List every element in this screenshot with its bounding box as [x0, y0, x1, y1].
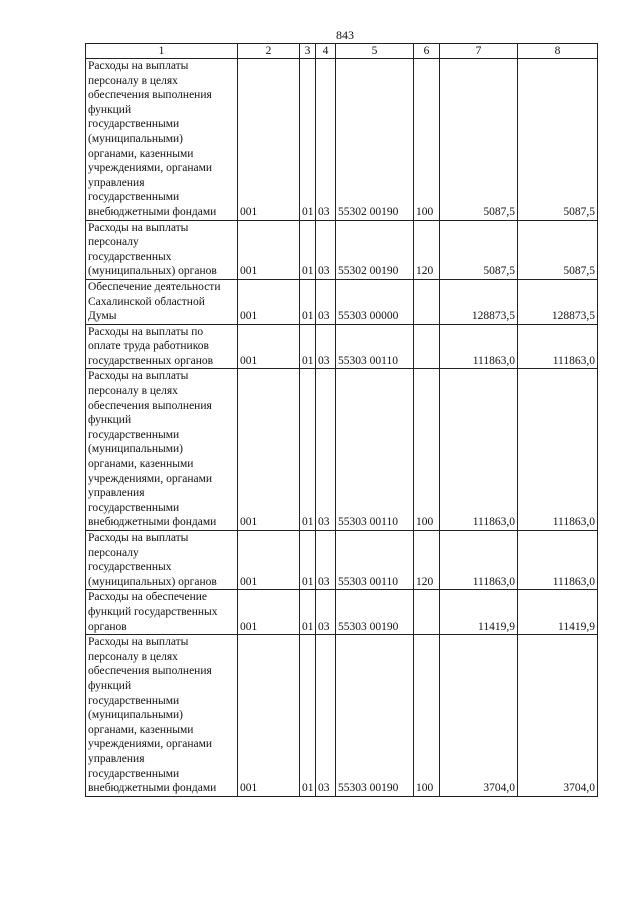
row-name-line: органами, казенными	[88, 147, 194, 160]
cell-c7: 111863,0	[440, 369, 518, 531]
row-name-line: внебюджетными фондами	[88, 782, 217, 795]
row-name-line: государственными	[88, 428, 180, 441]
cell-c5: 55302 00190	[336, 59, 414, 221]
cell-c6: 100	[414, 59, 440, 221]
row-name-line: Расходы на выплаты	[88, 636, 189, 649]
row-name-line: органов	[88, 620, 127, 633]
cell-c5: 55303 00000	[336, 279, 414, 324]
cell-c8: 111863,0	[518, 531, 598, 590]
row-name-line: обеспечения выполнения	[88, 89, 212, 102]
cell-c2: 001	[238, 635, 300, 797]
row-name-line: Расходы на выплаты	[88, 532, 189, 544]
cell-c7: 5087,5	[440, 220, 518, 279]
cell-c5: 55303 00110	[336, 531, 414, 590]
row-name-line: государственными	[88, 191, 180, 204]
row-name-cell	[86, 324, 238, 369]
row-name-line: (муниципальными)	[88, 132, 183, 145]
row-name-line: Расходы на обеспечение	[88, 591, 207, 604]
column-header: 4	[316, 44, 336, 59]
cell-c8: 111863,0	[518, 324, 598, 369]
cell-c2: 001	[238, 531, 300, 590]
column-header: 7	[440, 44, 518, 59]
row-name-cell	[86, 590, 238, 635]
table-header-row	[86, 44, 598, 59]
row-name-line: (муниципальными)	[88, 709, 183, 722]
cell-c5: 55302 00190	[336, 220, 414, 279]
row-name-line: (муниципальных) органов	[88, 265, 217, 278]
row-name-cell	[86, 531, 238, 590]
row-name-line: функций	[88, 103, 132, 116]
cell-c4: 03	[316, 279, 336, 324]
column-header: 5	[336, 44, 414, 59]
row-name-line: Сахалинской областной	[88, 295, 205, 308]
cell-c7: 3704,0	[440, 635, 518, 797]
cell-c8: 3704,0	[518, 635, 598, 797]
row-name-cell	[86, 635, 238, 797]
table-row	[86, 531, 598, 590]
row-name-line: Думы	[88, 310, 117, 323]
table-row	[86, 324, 598, 369]
row-name-line: функций государственных	[88, 605, 218, 618]
row-name-line: функций	[88, 679, 132, 692]
row-name-line: функций	[88, 414, 132, 427]
row-name-line: государственных	[88, 250, 172, 263]
cell-c3: 01	[300, 59, 316, 221]
column-header: 2	[238, 44, 300, 59]
cell-c3: 01	[300, 220, 316, 279]
table-row	[86, 279, 598, 324]
cell-c8: 11419,9	[518, 590, 598, 635]
column-header: 6	[414, 44, 440, 59]
row-name-cell	[86, 279, 238, 324]
row-name-line: персоналу в целях	[88, 385, 178, 398]
row-name-line: государственными	[88, 501, 180, 514]
row-name-line: Обеспечение деятельности	[88, 280, 221, 293]
cell-c6: 100	[414, 369, 440, 531]
cell-c5: 55303 00110	[336, 324, 414, 369]
cell-c8: 5087,5	[518, 220, 598, 279]
row-name-line: управления	[88, 752, 145, 765]
column-header: 3	[300, 44, 316, 59]
cell-c7: 11419,9	[440, 590, 518, 635]
row-name-line: персоналу в целях	[88, 74, 178, 87]
cell-c4: 03	[316, 220, 336, 279]
row-name-line: органами, казенными	[88, 723, 194, 736]
cell-c6	[414, 324, 440, 369]
row-name-line: (муниципальных) органов	[88, 575, 217, 588]
cell-c6	[414, 279, 440, 324]
row-name-line: государственных органов	[88, 354, 214, 367]
cell-c6	[414, 590, 440, 635]
table-row	[86, 369, 598, 531]
cell-c2: 001	[238, 369, 300, 531]
row-name-line: учреждениями, органами	[88, 162, 213, 175]
page-number: 843	[336, 28, 354, 42]
row-name-line: персоналу	[88, 236, 139, 249]
cell-c6: 120	[414, 531, 440, 590]
cell-c7: 111863,0	[440, 324, 518, 369]
row-name-line: Расходы на выплаты	[88, 60, 189, 72]
budget-table	[85, 43, 598, 797]
row-name-line: управления	[88, 176, 145, 189]
row-name-line: управления	[88, 487, 145, 500]
row-name-line: обеспечения выполнения	[88, 399, 212, 412]
row-name-line: внебюджетными фондами	[88, 205, 217, 218]
cell-c4: 03	[316, 59, 336, 221]
row-name-line: (муниципальными)	[88, 443, 183, 456]
cell-c2: 001	[238, 279, 300, 324]
cell-c3: 01	[300, 635, 316, 797]
cell-c4: 03	[316, 324, 336, 369]
row-name-line: учреждениями, органами	[88, 738, 213, 751]
row-name-line: оплате труда работников	[88, 340, 209, 353]
column-header: 1	[86, 44, 238, 59]
cell-c2: 001	[238, 220, 300, 279]
row-name-line: Расходы на выплаты	[88, 370, 189, 383]
row-name-cell	[86, 59, 238, 221]
table-row	[86, 59, 598, 221]
table-row	[86, 220, 598, 279]
cell-c6: 120	[414, 220, 440, 279]
cell-c3: 01	[300, 369, 316, 531]
cell-c7: 128873,5	[440, 279, 518, 324]
cell-c4: 03	[316, 369, 336, 531]
row-name-line: персоналу в целях	[88, 650, 178, 663]
row-name-cell	[86, 220, 238, 279]
cell-c8: 111863,0	[518, 369, 598, 531]
row-name-line: государственными	[88, 118, 180, 131]
table-row	[86, 590, 598, 635]
row-name-line: органами, казенными	[88, 458, 194, 471]
cell-c7: 5087,5	[440, 59, 518, 221]
cell-c5: 55303 00110	[336, 369, 414, 531]
row-name-line: Расходы на выплаты	[88, 221, 189, 234]
column-header: 8	[518, 44, 598, 59]
table-row	[86, 635, 598, 797]
row-name-line: обеспечения выполнения	[88, 665, 212, 678]
cell-c5: 55303 00190	[336, 590, 414, 635]
cell-c7: 111863,0	[440, 531, 518, 590]
cell-c3: 01	[300, 531, 316, 590]
row-name-line: Расходы на выплаты по	[88, 325, 204, 338]
row-name-line: учреждениями, органами	[88, 472, 213, 485]
cell-c5: 55303 00190	[336, 635, 414, 797]
cell-c8: 128873,5	[518, 279, 598, 324]
row-name-line: внебюджетными фондами	[88, 516, 217, 529]
cell-c2: 001	[238, 59, 300, 221]
row-name-line: персоналу	[88, 546, 139, 559]
row-name-line: государственными	[88, 767, 180, 780]
cell-c3: 01	[300, 324, 316, 369]
cell-c3: 01	[300, 279, 316, 324]
cell-c2: 001	[238, 324, 300, 369]
cell-c8: 5087,5	[518, 59, 598, 221]
row-name-line: государственными	[88, 694, 180, 707]
cell-c2: 001	[238, 590, 300, 635]
cell-c3: 01	[300, 590, 316, 635]
cell-c4: 03	[316, 531, 336, 590]
cell-c6: 100	[414, 635, 440, 797]
cell-c4: 03	[316, 635, 336, 797]
row-name-cell	[86, 369, 238, 531]
cell-c4: 03	[316, 590, 336, 635]
row-name-line: государственных	[88, 561, 172, 574]
